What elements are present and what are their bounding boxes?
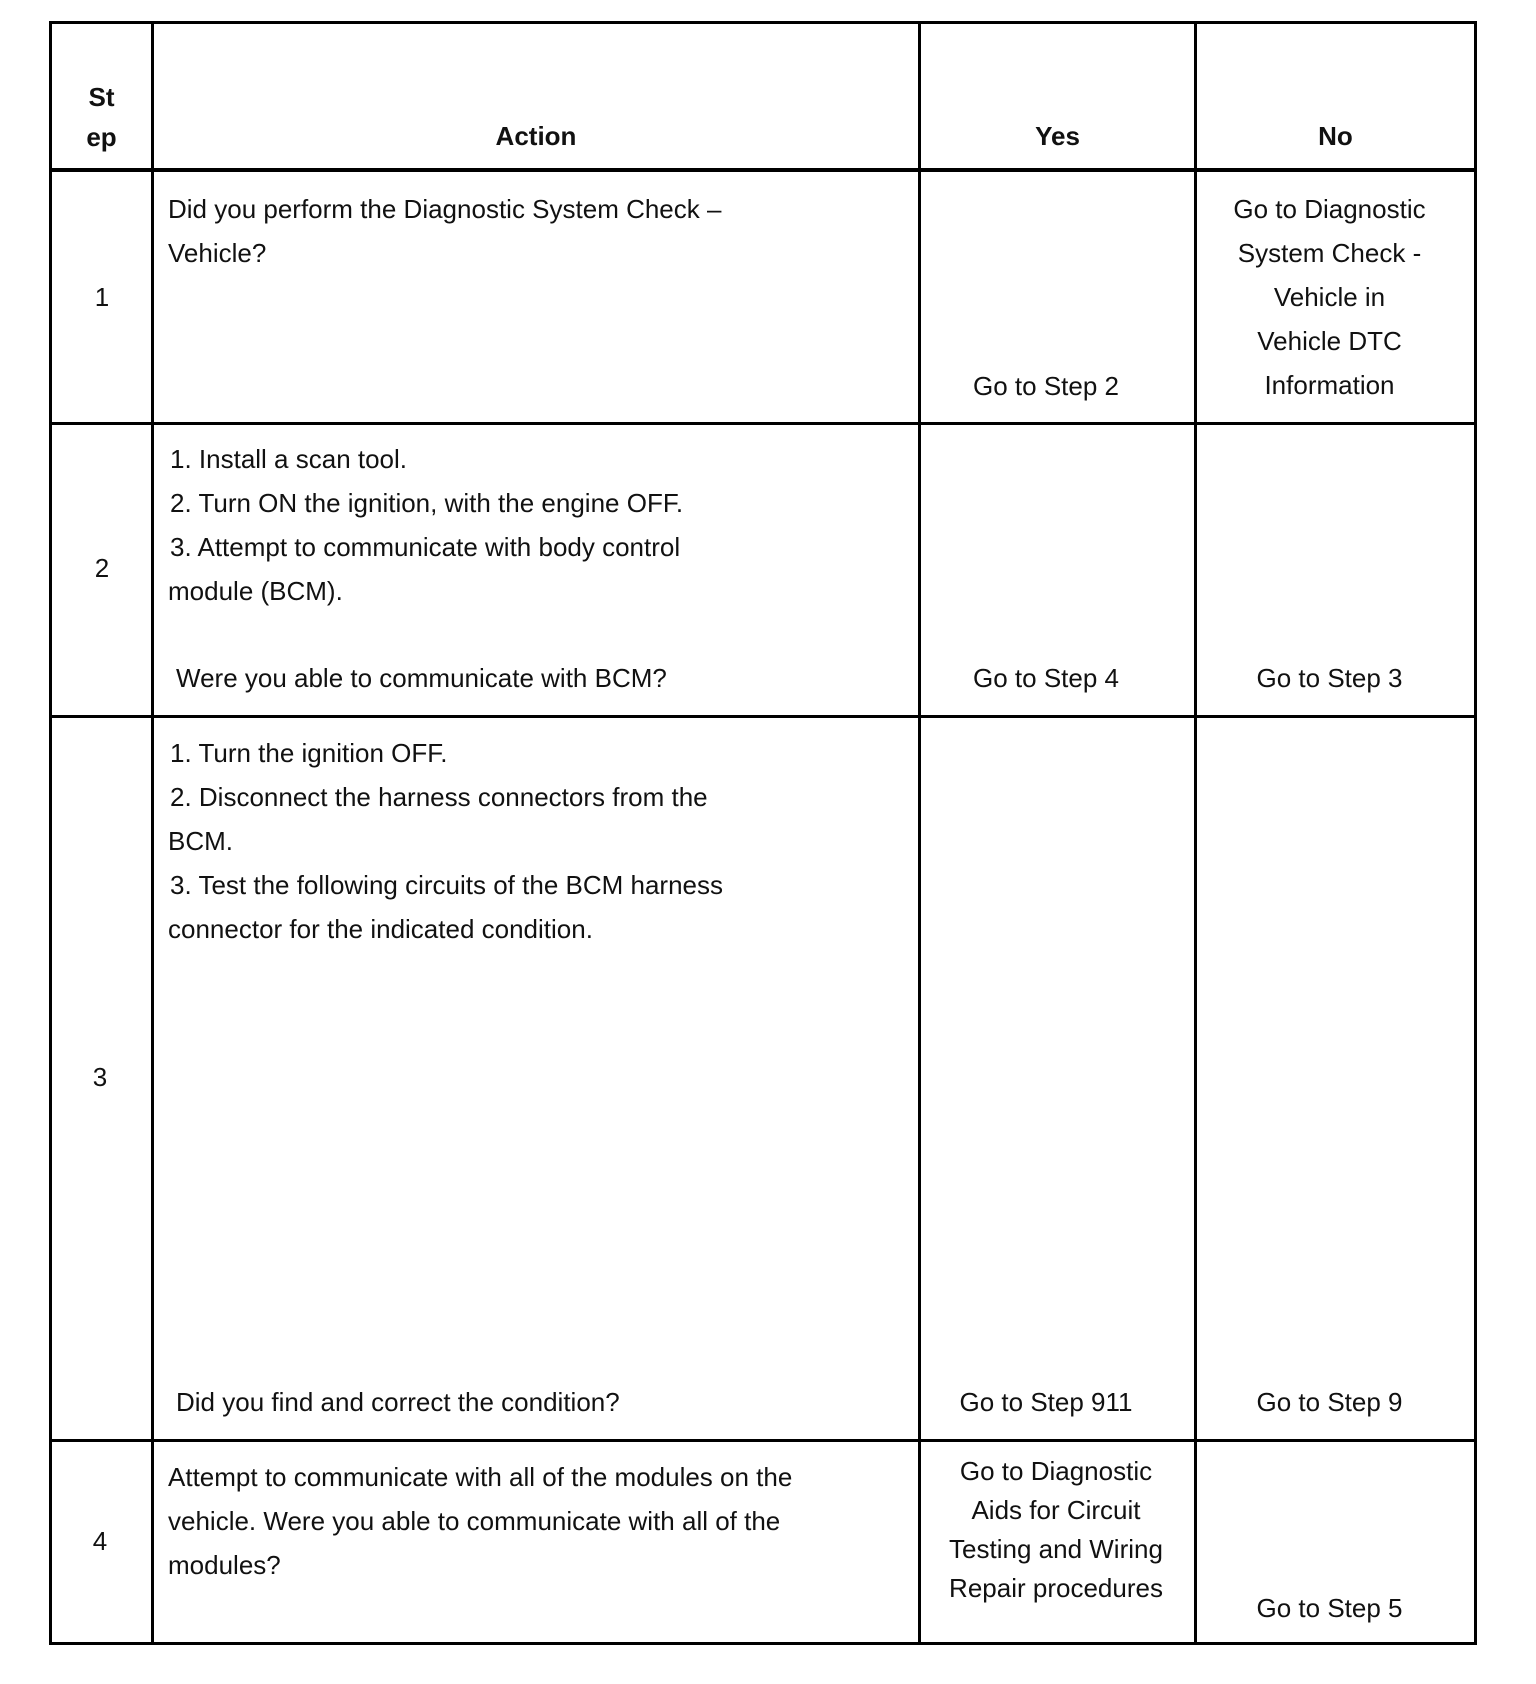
row4-action [168, 1455, 792, 1587]
row1-no-line: Information [1264, 370, 1395, 400]
col-divider-step [151, 21, 154, 1645]
row2-yes: Go to Step 4 [973, 663, 1119, 693]
row2-action-line: module (BCM). [168, 576, 343, 606]
row4-no: Go to Step 5 [1256, 1593, 1403, 1623]
row1-action [168, 187, 721, 275]
row3-question: Did you find and correct the condition? [176, 1387, 620, 1417]
header-step-line2: ep [86, 122, 117, 152]
step-number-3: 3 [92, 1062, 108, 1092]
table-border-right [1474, 21, 1477, 1645]
row3-action-line: BCM. [168, 826, 233, 856]
header-step [52, 77, 151, 157]
header-step-line1: St [88, 82, 115, 112]
row4-yes [921, 1452, 1191, 1608]
row2-no: Go to Step 3 [1256, 663, 1403, 693]
row1-no-line: System Check - [1237, 238, 1422, 268]
row1-no-line: Vehicle DTC [1257, 326, 1402, 356]
row3-action-line: 2. Disconnect the harness connectors from the [170, 782, 708, 812]
row3-action-line: 1. Turn the ignition OFF. [170, 738, 448, 768]
row3-action [168, 731, 723, 951]
row1-action-line: Vehicle? [168, 238, 267, 268]
row2-action-line: 1. Install a scan tool. [170, 444, 408, 474]
row-divider-3 [49, 1439, 1477, 1442]
header-yes: Yes [1035, 121, 1080, 151]
header-divider [49, 168, 1477, 172]
row1-no-line: Go to Diagnostic [1233, 194, 1426, 224]
table-border-left [49, 21, 52, 1645]
row4-action-line: vehicle. Were you able to communicate with all of the [168, 1506, 781, 1536]
table-border-bottom [49, 1642, 1477, 1645]
row1-yes: Go to Step 2 [973, 371, 1119, 401]
row1-no-line: Vehicle in [1273, 282, 1386, 312]
row4-action-line: modules? [168, 1550, 281, 1580]
row1-action-line: Did you perform the Diagnostic System Check – [168, 194, 722, 224]
step-number-1: 1 [94, 282, 110, 312]
step-number-4: 4 [92, 1526, 108, 1556]
row4-yes-line: Aids for Circuit [971, 1495, 1141, 1525]
row-divider-1 [49, 422, 1477, 425]
row4-action-line: Attempt to communicate with all of the modules on the [168, 1462, 793, 1492]
row3-yes: Go to Step 911 [959, 1387, 1133, 1417]
row2-question: Were you able to communicate with BCM? [176, 663, 667, 693]
row4-yes-line: Repair procedures [949, 1573, 1163, 1603]
table-border-top [49, 21, 1477, 24]
header-no: No [1318, 121, 1353, 151]
row2-action-line: 2. Turn ON the ignition, with the engine OFF. [170, 488, 684, 518]
row2-action-line: 3. Attempt to communicate with body control [170, 532, 681, 562]
row3-no: Go to Step 9 [1256, 1387, 1403, 1417]
row2-action [168, 437, 683, 613]
step-number-2: 2 [94, 553, 110, 583]
row4-yes-line: Go to Diagnostic [959, 1456, 1153, 1486]
row4-yes-line: Testing and Wiring [949, 1534, 1163, 1564]
row3-action-line: 3. Test the following circuits of the BCM harness [170, 870, 723, 900]
header-action: Action [495, 121, 577, 151]
row3-action-line: connector for the indicated condition. [168, 914, 593, 944]
row1-no [1197, 187, 1462, 407]
row-divider-2 [49, 715, 1477, 718]
